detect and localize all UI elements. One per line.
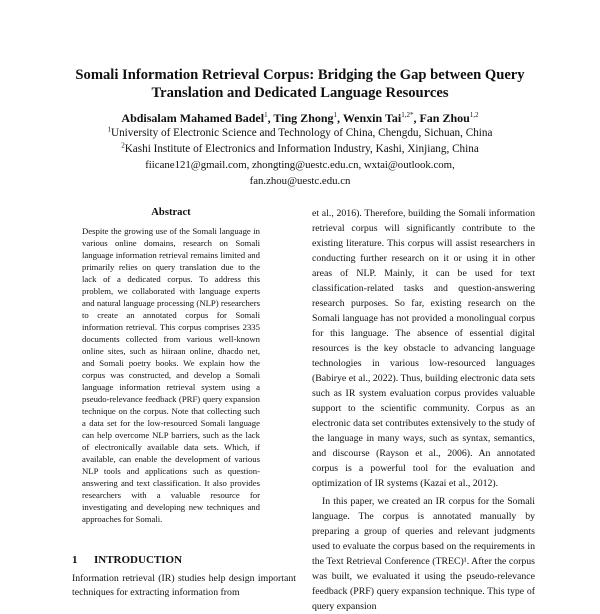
affiliation-mark: 2 <box>121 141 125 150</box>
author-affiliation-mark: 1,2 <box>469 111 479 119</box>
section-heading-introduction <box>72 553 292 567</box>
paper-title <box>40 66 560 102</box>
emails-line-1: fiicane121@gmail.com, zhongting@uestc.edu.cn, wxtai@outlook.com, <box>145 159 455 171</box>
affiliation-2 <box>40 141 560 157</box>
author-affiliation-mark: 1 <box>333 111 338 119</box>
right-column-paragraph-2: In this paper, we created an IR corpus for the Somali language. The corpus is annotated manually by preparing a group of queries and relevant judgments used to evaluate the corpus based on the requirements in the Text Retrieval Conference (TREC)¹. After the corpus was built, we evaluated it using the pseudo-relevance feedback (PRF) query expansion technique. This type of query expansion <box>312 496 535 612</box>
abstract-heading: Abstract <box>151 207 191 218</box>
section-title: INTRODUCTION <box>94 554 183 566</box>
abstract-text: Despite the growing use of the Somali language in various online domains, research on Somali language information retrieval remains limited and primarily relies on query translation due to the lack of a dedicated corpus. To address this problem, we collaborated with language experts and natural language processing (NLP) researchers to create an annotated corpus for Somali information retrieval. This corpus comprises 2335 documents collected from various well-known online sites, such as hiiraan online, dhacdo net, and Somali poetry books. We explain how the corpus was constructed, and develop a Somali language information retrieval system using a pseudo-relevance feedback (PRF) query expansion technique on the corpus. Note that collecting such a data set for the low-resourced Somali language can help overcome NLP barriers, such as the lack of electronically available data sets. Which, if available, can enable the development of various NLP tools and applications such as question-answering and text classification. It also provides researchers with a valuable resource for investigating and developing new techniques and approaches for Somali. <box>82 226 260 524</box>
title-line-2: Translation and Dedicated Language Resources <box>151 85 449 101</box>
affiliation-text: University of Electronic Science and Technology of China, Chengdu, Sichuan, China <box>111 127 493 139</box>
author-name: Wenxin Tai <box>342 111 402 125</box>
affiliation-mark: 1 <box>107 125 111 134</box>
title-line-1: Somali Information Retrieval Corpus: Bridging the Gap between Query <box>75 67 525 83</box>
author-name: Ting Zhong <box>273 111 334 125</box>
affiliation-1 <box>40 125 560 141</box>
section-number: 1 <box>72 554 78 566</box>
author-affiliation-mark: 1,2* <box>401 111 414 119</box>
emails-line-2: fan.zhou@uestc.edu.cn <box>249 175 351 187</box>
author-name: Abdisalam Mahamed Badel <box>121 111 265 125</box>
right-column-paragraph-1: et al., 2016). Therefore, building the Somali information retrieval corpus will significantly contribute to the existing literature. This corpus will assist researchers in conducting further research on it or using it in other areas of NLP. Mainly, it can be used for text classification-related tasks and question-answering research purposes. So far, existing research on the Somali language has not provided a monolingual corpus for this language. The absence of essential digital resources is the key obstacle to advancing language technologies in various low-resourced languages (Babirye et al., 2022). Thus, building electronic data sets such as IR system evaluation corpus provides valuable support to the scientific community. Corpus as an electronic data set contributes extensively to the study of the language in many ways, such as syntax, semantics, and discourse (Rayson et al., 2006). An annotated corpus is a powerful tool for the evaluation and optimization of IR systems (Kazai et al., 2012). <box>312 208 535 489</box>
author-emails <box>40 157 560 189</box>
affiliation-text: Kashi Institute of Electronics and Information Industry, Kashi, Xinjiang, China <box>124 143 479 155</box>
author-name: Fan Zhou <box>419 111 470 125</box>
author-affiliation-mark: 1 <box>264 111 268 119</box>
author-list: Abdisalam Mahamed Badel$^1$, Ting Zhong$^1$, Wenxin Tai$^{1,2*}$, Fan Zhou$^{1,2}$ <box>121 111 479 125</box>
introduction-text: Information retrieval (IR) studies help design important techniques for extracting information from <box>72 573 296 598</box>
